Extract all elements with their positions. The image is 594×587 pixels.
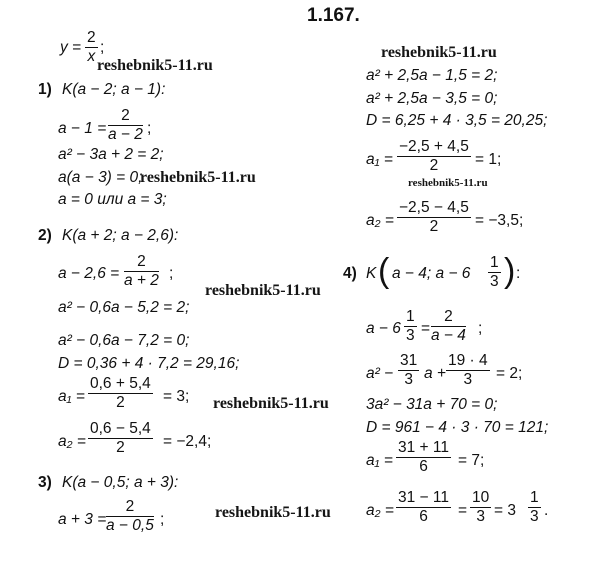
fraction-denominator: a − 4 [431, 327, 466, 345]
fraction-denominator: 3 [476, 508, 485, 526]
fraction-numerator: 0,6 + 5,4 [88, 376, 153, 394]
r-a2-lhs: a₂ = [366, 212, 394, 229]
fraction-denominator: 3 [490, 273, 499, 291]
part-2-label: 2) [38, 227, 52, 244]
fraction-denominator: a − 2 [108, 126, 143, 144]
fraction-denominator: 2 [116, 394, 125, 412]
watermark: reshebnik5-11.ru [140, 169, 256, 186]
fraction-numerator: 2 [106, 499, 154, 517]
p4-line2-tail: = 2; [496, 365, 523, 382]
fraction-denominator: 6 [419, 458, 428, 476]
p4-a2-tail: . [544, 502, 549, 519]
p3-line1-lhs: a + 3 = [58, 511, 107, 528]
part-4-label: 4) [343, 265, 357, 282]
p4-a2-fraction [396, 490, 451, 526]
p1-line1-tail: ; [147, 120, 152, 137]
r-a1-fraction [397, 139, 471, 175]
part-3-point: K(a − 0,5; a + 3): [62, 474, 179, 491]
fraction-denominator: 2 [116, 439, 125, 457]
p2-a1-lhs: a₁ = [58, 388, 85, 405]
p2-line3: a² − 0,6a − 7,2 = 0; [58, 332, 190, 349]
p4-a2-eq-2: = 3 [494, 502, 516, 519]
watermark: reshebnik5-11.ru [97, 57, 213, 74]
p1-line4: a = 0 или a = 3; [58, 191, 167, 208]
p4-a2-fraction-2 [470, 490, 491, 526]
p1-line1-lhs: a − 1 = [58, 120, 107, 137]
p2-a2-fraction [88, 421, 153, 457]
watermark: reshebnik5-11.ru [381, 44, 497, 61]
part-3-label: 3) [38, 474, 52, 491]
fraction-numerator: 1 [528, 490, 541, 508]
fraction-denominator: 2 [429, 218, 439, 236]
fraction-denominator: 3 [463, 371, 473, 389]
fraction-numerator: 31 [398, 353, 419, 371]
problem-number: 1.167. [307, 5, 360, 26]
p2-line1-lhs: a − 2,6 = [58, 265, 120, 282]
part-2-point: K(a + 2; a − 2,6): [62, 227, 179, 244]
fraction-denominator: a − 0,5 [106, 517, 154, 535]
r-line3: D = 6,25 + 4 · 3,5 = 20,25; [366, 112, 548, 129]
p4-line4: D = 961 − 4 · 3 · 70 = 121; [366, 419, 549, 436]
watermark: reshebnik5-11.ru [215, 504, 331, 521]
p2-line4: D = 0,36 + 4 · 7,2 = 29,16; [58, 355, 240, 372]
p1-line3: a(a − 3) = 0; [58, 169, 143, 186]
fraction-numerator: 31 − 11 [396, 490, 451, 508]
fraction-denominator: 6 [419, 508, 428, 526]
p4-a1-fraction [396, 440, 451, 476]
p4-line2-b: a + [424, 365, 446, 382]
p4-line3: 3a² − 31a + 70 = 0; [366, 396, 498, 413]
part-4-tail: : [516, 265, 521, 282]
p4-line2-a: a² − [366, 365, 394, 382]
fraction-numerator: 2 [108, 108, 143, 126]
p4-line1-tail: ; [478, 320, 483, 337]
fraction-denominator: 3 [406, 327, 415, 345]
p2-a1-tail: = 3; [163, 388, 190, 405]
p4-a1-lhs: a₁ = [366, 452, 393, 469]
p2-line2: a² − 0,6a − 5,2 = 2; [58, 299, 190, 316]
p4-a2-mixed-fraction [528, 490, 541, 526]
r-a1-lhs: a₁ = [366, 151, 393, 168]
fraction-numerator: 2 [85, 30, 98, 48]
r-line1: a² + 2,5a − 1,5 = 2; [366, 67, 498, 84]
equation-y-fraction [85, 30, 98, 66]
open-paren-glyph: ( [378, 252, 390, 290]
p3-line1-fraction [106, 499, 154, 535]
p4-a2-eq: = [458, 502, 468, 519]
p4-a1-tail: = 7; [458, 452, 485, 469]
fraction-denominator: 3 [530, 508, 539, 526]
p4-line1-fraction [431, 309, 466, 345]
p3-line1-tail: ; [160, 511, 165, 528]
fraction-numerator: 31 + 11 [396, 440, 451, 458]
equation-y-lhs: y = [60, 39, 82, 56]
watermark: reshebnik5-11.ru [205, 282, 321, 299]
fraction-numerator: −2,5 − 4,5 [397, 200, 471, 218]
fraction-denominator: a + 2 [124, 272, 159, 290]
p4-line1-lhs: a − 6 [366, 320, 401, 337]
fraction-denominator: x [87, 48, 96, 66]
fraction-numerator: −2,5 + 4,5 [397, 139, 471, 157]
fraction-denominator: 3 [404, 371, 413, 389]
r-a2-tail: = −3,5; [475, 212, 524, 229]
fraction-numerator: 2 [124, 254, 159, 272]
fraction-numerator: 19 · 4 [446, 353, 490, 371]
p4-line1-mixed-fraction [404, 309, 417, 345]
p2-a1-fraction [88, 376, 153, 412]
p1-line2: a² − 3a + 2 = 2; [58, 146, 164, 163]
fraction-denominator: 2 [429, 157, 439, 175]
part-1-point: K(a − 2; a − 1): [62, 81, 166, 98]
part-1-label: 1) [38, 81, 52, 98]
r-line2: a² + 2,5a − 3,5 = 0; [366, 90, 498, 107]
equation-y-tail: ; [100, 39, 105, 56]
p4-line2-fraction-2 [446, 353, 490, 389]
part-4-k: K [366, 265, 377, 282]
p4-a2-lhs: a₂ = [366, 502, 394, 519]
part-4-mixed-fraction [488, 255, 501, 291]
p4-line2-fraction-1 [398, 353, 419, 389]
p2-line1-tail: ; [169, 265, 174, 282]
fraction-numerator: 1 [404, 309, 417, 327]
p4-line1-eq: = [421, 320, 431, 337]
part-4-inner: a − 4; a − 6 [392, 265, 471, 282]
close-paren-glyph: ) [504, 252, 516, 290]
p2-a2-lhs: a₂ = [58, 433, 86, 450]
fraction-numerator: 2 [431, 309, 466, 327]
fraction-numerator: 10 [470, 490, 491, 508]
p1-line1-fraction [108, 108, 143, 144]
fraction-numerator: 0,6 − 5,4 [88, 421, 153, 439]
watermark: reshebnik5-11.ru [213, 395, 329, 412]
fraction-numerator: 1 [488, 255, 501, 273]
p2-a2-tail: = −2,4; [163, 433, 212, 450]
r-a2-fraction [397, 200, 471, 236]
p2-line1-fraction [124, 254, 159, 290]
r-a1-tail: = 1; [475, 151, 502, 168]
watermark: reshebnik5-11.ru [408, 177, 488, 189]
